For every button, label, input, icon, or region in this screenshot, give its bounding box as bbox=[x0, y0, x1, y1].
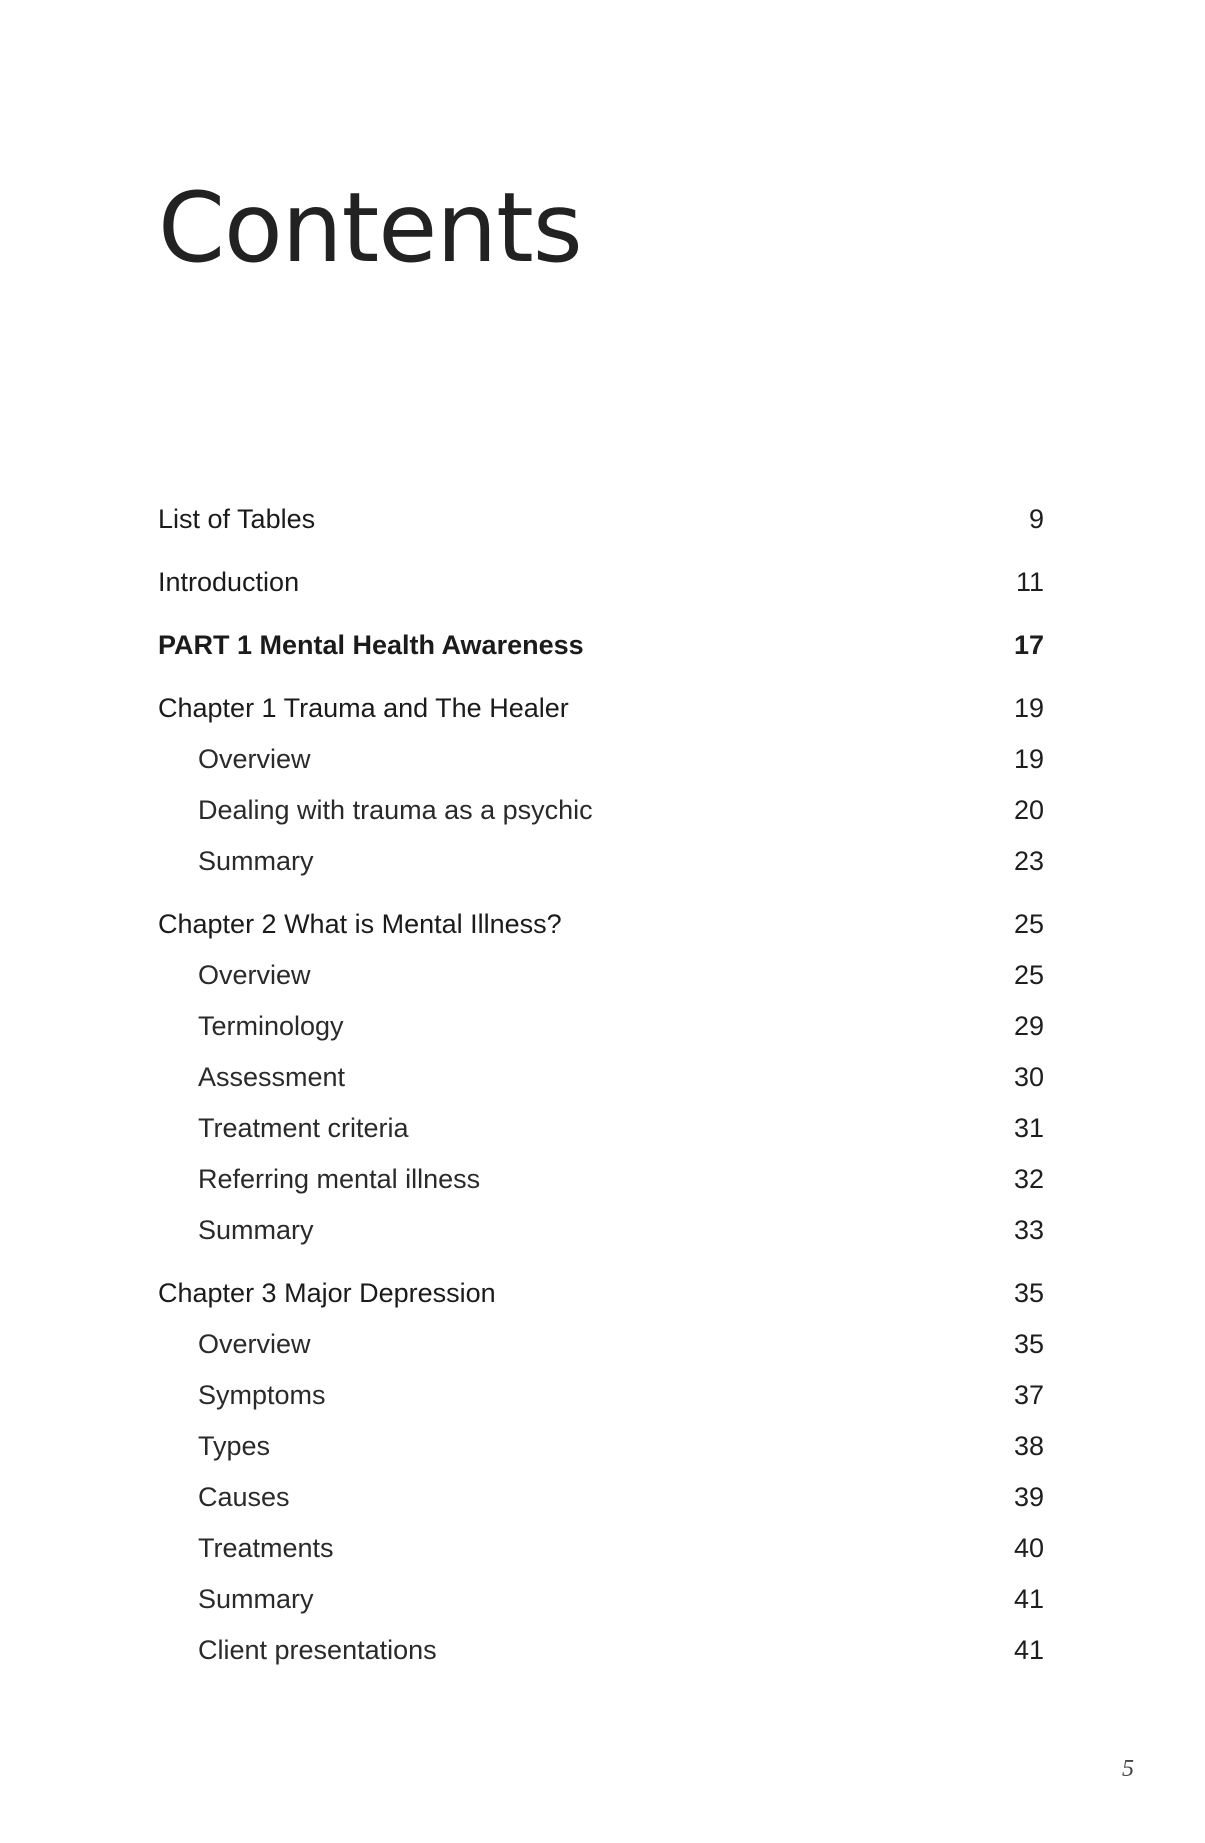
toc-subentry[interactable] bbox=[158, 1370, 1044, 1421]
toc-entry-page: 41 bbox=[1013, 1584, 1044, 1614]
table-of-contents bbox=[158, 494, 1044, 1676]
toc-subentry[interactable] bbox=[158, 1052, 1044, 1103]
toc-entry-page: 25 bbox=[1013, 909, 1044, 939]
toc-entry-page: 9 bbox=[1028, 504, 1044, 534]
toc-entry-label: Overview bbox=[198, 960, 311, 990]
toc-entry-page: 32 bbox=[1013, 1164, 1044, 1194]
toc-entry-label: Assessment bbox=[198, 1062, 346, 1092]
toc-entry-label: Treatments bbox=[198, 1533, 334, 1563]
toc-entry-label: Summary bbox=[198, 846, 314, 876]
toc-entry-page: 39 bbox=[1013, 1482, 1044, 1512]
toc-entry-label: Chapter 3 Major Depression bbox=[158, 1278, 496, 1308]
toc-entry-label: Chapter 1 Trauma and The Healer bbox=[158, 693, 569, 723]
toc-subentry[interactable] bbox=[158, 785, 1044, 836]
toc-entry-page: 31 bbox=[1013, 1113, 1044, 1143]
toc-entry-page: 11 bbox=[1015, 567, 1044, 597]
toc-entry-label: Causes bbox=[198, 1482, 290, 1512]
toc-entry-label: Overview bbox=[198, 1329, 311, 1359]
toc-entry-label: Client presentations bbox=[198, 1635, 437, 1665]
toc-entry-label: Introduction bbox=[158, 567, 300, 597]
toc-subentry[interactable] bbox=[158, 1523, 1044, 1574]
toc-entry-page: 30 bbox=[1013, 1062, 1044, 1092]
toc-subentry[interactable] bbox=[158, 1154, 1044, 1205]
toc-entry-page: 17 bbox=[1013, 630, 1044, 660]
toc-subentry[interactable] bbox=[158, 1625, 1044, 1676]
toc-entry-page: 19 bbox=[1013, 744, 1044, 774]
toc-subentry[interactable] bbox=[158, 1574, 1044, 1625]
page-number: 5 bbox=[1122, 1756, 1134, 1782]
toc-entry-label: Types bbox=[198, 1431, 271, 1461]
toc-entry-page: 20 bbox=[1013, 795, 1044, 825]
toc-entry-part-1[interactable] bbox=[158, 620, 1044, 671]
toc-entry-label: Symptoms bbox=[198, 1380, 326, 1410]
toc-entry-label: List of Tables bbox=[158, 504, 316, 534]
toc-entry-label: Chapter 2 What is Mental Illness? bbox=[158, 909, 562, 939]
toc-entry-page: 35 bbox=[1013, 1278, 1044, 1308]
toc-entry-chapter-1[interactable] bbox=[158, 683, 1044, 734]
toc-entry-page: 25 bbox=[1013, 960, 1044, 990]
toc-entry-chapter-3[interactable] bbox=[158, 1268, 1044, 1319]
toc-entry-page: 35 bbox=[1013, 1329, 1044, 1359]
toc-entry-introduction[interactable] bbox=[158, 557, 1044, 608]
toc-entry-label: Summary bbox=[198, 1215, 314, 1245]
toc-subentry[interactable] bbox=[158, 1319, 1044, 1370]
toc-subentry[interactable] bbox=[158, 950, 1044, 1001]
toc-entry-label: Referring mental illness bbox=[198, 1164, 481, 1194]
toc-entry-page: 29 bbox=[1013, 1011, 1044, 1041]
toc-subentry[interactable] bbox=[158, 836, 1044, 887]
toc-subentry[interactable] bbox=[158, 1205, 1044, 1256]
toc-entry-page: 23 bbox=[1013, 846, 1044, 876]
toc-entry-label: Overview bbox=[198, 744, 311, 774]
toc-entry-label: PART 1 Mental Health Awareness bbox=[158, 630, 584, 660]
toc-entry-label: Terminology bbox=[198, 1011, 344, 1041]
toc-subentry[interactable] bbox=[158, 1472, 1044, 1523]
toc-entry-label: Treatment criteria bbox=[198, 1113, 409, 1143]
toc-entry-page: 40 bbox=[1013, 1533, 1044, 1563]
toc-entry-page: 41 bbox=[1013, 1635, 1044, 1665]
toc-entry-page: 19 bbox=[1013, 693, 1044, 723]
toc-subentry[interactable] bbox=[158, 734, 1044, 785]
toc-entry-label: Summary bbox=[198, 1584, 314, 1614]
toc-entry-list-of-tables[interactable] bbox=[158, 494, 1044, 545]
toc-entry-chapter-2[interactable] bbox=[158, 899, 1044, 950]
toc-entry-page: 38 bbox=[1013, 1431, 1044, 1461]
toc-entry-page: 37 bbox=[1013, 1380, 1044, 1410]
toc-subentry[interactable] bbox=[158, 1421, 1044, 1472]
toc-entry-page: 33 bbox=[1013, 1215, 1044, 1245]
page-title: Contents bbox=[158, 172, 582, 284]
toc-subentry[interactable] bbox=[158, 1103, 1044, 1154]
toc-entry-label: Dealing with trauma as a psychic bbox=[198, 795, 593, 825]
toc-subentry[interactable] bbox=[158, 1001, 1044, 1052]
